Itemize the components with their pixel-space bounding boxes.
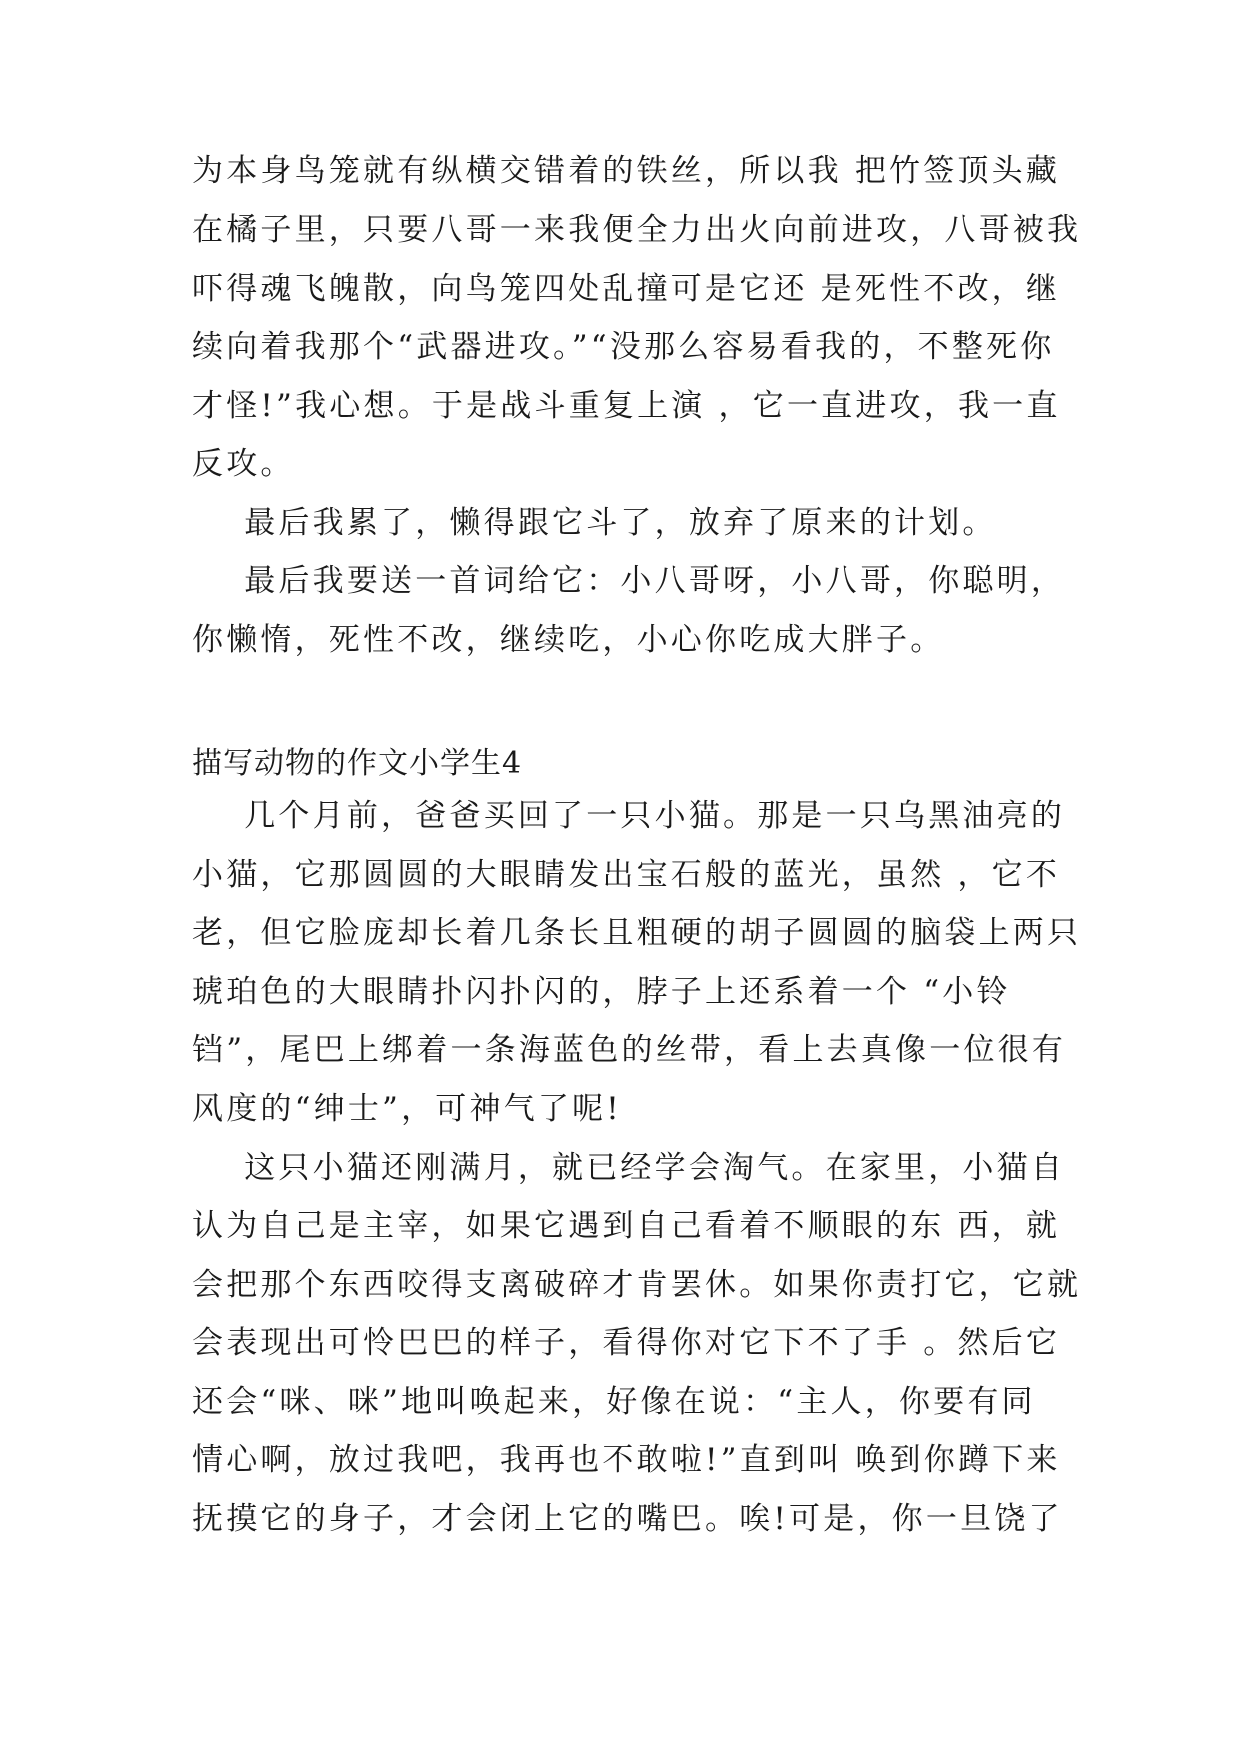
text-line: 老，但它脸庞却长着几条长且粗硬的胡子圆圆的脑袋上两只 <box>192 915 1082 951</box>
text-line: 最后我累了，懒得跟它斗了，放弃了原来的计划。 <box>192 505 997 541</box>
text-line: 为本身鸟笼就有纵横交错着的铁丝，所以我 把竹签顶头藏 <box>192 153 1061 189</box>
text-line: 吓得魂飞魄散，向鸟笼四处乱撞可是它还 是死性不改，继 <box>192 271 1061 307</box>
text-line: 风度的“绅士”，可神气了呢! <box>192 1091 622 1127</box>
text-line: 这只小猫还刚满月，就已经学会淘气。在家里，小猫自 <box>192 1150 1066 1186</box>
text-line: 最后我要送一首词给它：小八哥呀，小八哥，你聪明， <box>192 563 1066 599</box>
text-line: 抚摸它的身子，才会闭上它的嘴巴。唉!可是，你一旦饶了 <box>192 1501 1063 1537</box>
text-line: 小猫，它那圆圆的大眼睛发出宝石般的蓝光，虽然 ，它不 <box>192 857 1061 893</box>
text-line: 会把那个东西咬得支离破碎才肯罢休。如果你责打它，它就 <box>192 1267 1082 1303</box>
text-line: 续向着我那个“武器进攻。”“没那么容易看我的，不整死你 <box>192 329 1055 365</box>
text-line: 情心啊，放过我吧，我再也不敢啦!”直到叫 唤到你蹲下来 <box>192 1442 1061 1478</box>
text-line: 还会“咪、咪”地叫唤起来，好像在说：“主人，你要有同 <box>192 1384 1036 1420</box>
text-line: 会表现出可怜巴巴的样子，看得你对它下不了手 。然后它 <box>192 1325 1061 1361</box>
text-line: 反攻。 <box>192 446 295 482</box>
text-line: 在橘子里，只要八哥一来我便全力出火向前进攻，八哥被我 <box>192 212 1082 248</box>
text-line: 几个月前，爸爸买回了一只小猫。那是一只乌黑油亮的 <box>192 798 1066 834</box>
text-line: 认为自己是主宰，如果它遇到自己看着不顺眼的东 西，就 <box>192 1208 1061 1244</box>
text-line: 琥珀色的大眼睛扑闪扑闪的，脖子上还系着一个 “小铃 <box>192 974 1011 1010</box>
section-heading: 描写动物的作文小学生4 <box>192 746 523 781</box>
text-line: 铛”，尾巴上绑着一条海蓝色的丝带，看上去真像一位很有 <box>192 1032 1067 1068</box>
text-line: 你懒惰，死性不改，继续吃，小心你吃成大胖子。 <box>192 622 945 658</box>
text-line: 才怪!”我心想。于是战斗重复上演 ，它一直进攻，我一直 <box>192 388 1061 424</box>
